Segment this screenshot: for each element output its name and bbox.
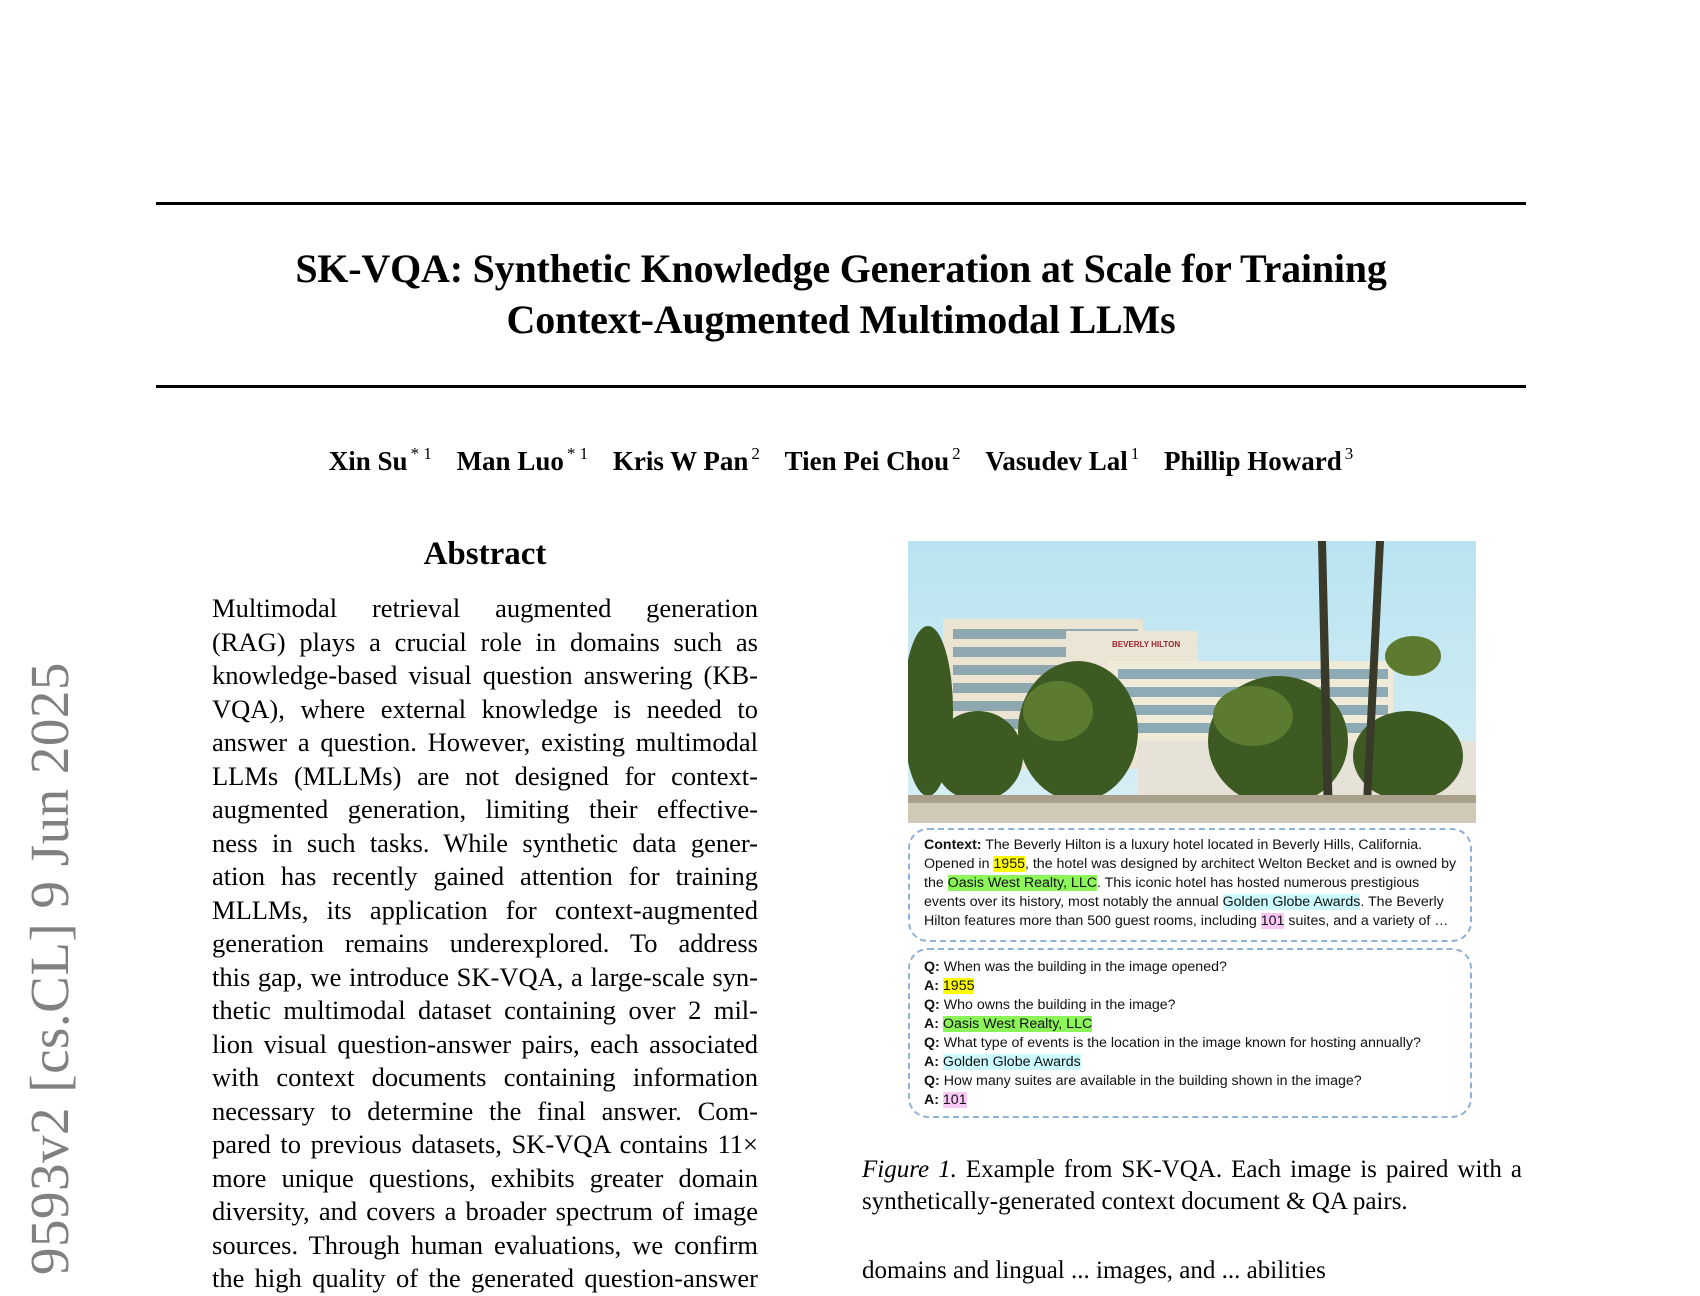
highlighted-entity: 1955 (993, 856, 1025, 872)
question-text: Who owns the building in the image? (939, 997, 1176, 1013)
figure-caption-text: Example from SK-VQA. Each image is paired with a synthetically-generated context document & QA pairs. (862, 1156, 1522, 1215)
abstract-line: MLLMs, its application for context-augmented (212, 894, 758, 925)
beverly-hilton-image (908, 541, 1476, 823)
question-line (924, 996, 1458, 1015)
author (613, 446, 760, 476)
question-line (924, 1072, 1458, 1091)
author (985, 446, 1139, 476)
abstract-line: sources. Through human evaluations, we confirm (212, 1229, 758, 1260)
title-line-2: Context-Augmented Multimodal LLMs (506, 297, 1176, 342)
svg-text:BEVERLY HILTON: BEVERLY HILTON (1112, 640, 1181, 649)
abstract-line: pared to previous datasets, SK-VQA contains 11× (212, 1129, 758, 1159)
abstract-line: diversity, and covers a broader spectrum of image (212, 1196, 758, 1226)
author (785, 446, 961, 476)
abstract-line: with context documents containing information (212, 1062, 758, 1092)
author (329, 446, 432, 476)
author (1164, 446, 1353, 476)
figure-caption (862, 1154, 1522, 1218)
question-label: Q: (924, 959, 940, 975)
abstract-line: LLMs (MLLMs) are not designed for context- (212, 760, 758, 791)
title-line-1: SK-VQA: Synthetic Knowledge Generation at Scale for Training (295, 246, 1387, 291)
abstract-line: generation remains underexplored. To address (212, 928, 758, 958)
highlighted-entity: Golden Globe Awards (1222, 894, 1361, 910)
answer-line (924, 1091, 1458, 1110)
abstract-body (212, 592, 758, 1296)
highlighted-entity: Oasis West Realty, LLC (947, 875, 1097, 891)
title-bottom-rule (156, 385, 1526, 388)
abstract-line: ation has recently gained attention for training (212, 861, 758, 891)
context-text: , the hotel was designed by architect Welton Becket and is owned by the (924, 856, 1457, 891)
context-text: suites, and a variety of … (1284, 913, 1449, 929)
context-box (908, 828, 1472, 942)
question-label: Q: (924, 997, 940, 1013)
answer-text: Oasis West Realty, LLC (942, 1016, 1093, 1032)
answer-text: Golden Globe Awards (942, 1054, 1081, 1070)
answer-text: 1955 (942, 978, 975, 994)
question-text: When was the building in the image opened? (939, 959, 1227, 975)
answer-label: A: (924, 1092, 943, 1108)
question-line (924, 958, 1458, 977)
abstract-line: ness in such tasks. While synthetic data gener- (212, 827, 758, 858)
abstract-line: more unique questions, exhibits greater domain (212, 1162, 758, 1193)
abstract-line: Multimodal retrieval augmented generation (212, 593, 758, 623)
author-affiliation: 2 (952, 444, 961, 463)
abstract-line: the high quality of the generated question-answer (212, 1263, 758, 1293)
abstract-line: lion visual question-answer pairs, each associated (212, 1028, 758, 1059)
author-name: Vasudev Lal (985, 446, 1128, 476)
abstract-line: (RAG) plays a crucial role in domains such as (212, 626, 758, 657)
answer-text: 101 (942, 1092, 967, 1108)
author-affiliation: * 1 (410, 444, 432, 463)
author (457, 446, 589, 476)
author-name: Man Luo (456, 446, 564, 476)
right-column-partial-line: domains and lingual ... images, and ... abilities (862, 1257, 1326, 1284)
answer-label: A: (924, 1016, 943, 1032)
highlighted-entity: 101 (1260, 913, 1285, 929)
author-affiliation: 1 (1130, 444, 1140, 463)
question-text: What type of events is the location in the image known for hosting annually? (939, 1035, 1421, 1051)
context-text: . The Beverly Hilton features more than 500 guest rooms, including (924, 894, 1444, 929)
abstract-line: knowledge-based visual question answering (KB- (212, 660, 758, 690)
context-label: Context: (924, 837, 982, 853)
author-name: Kris W Pan (612, 446, 749, 476)
abstract-line: necessary to determine the final answer. Com- (212, 1095, 758, 1126)
abstract-line: answer a question. However, existing multimodal (212, 727, 758, 757)
author-affiliation: 2 (751, 444, 760, 463)
answer-line (924, 1015, 1458, 1034)
abstract-line: augmented generation, limiting their effective- (212, 794, 758, 824)
author-name: Phillip Howard (1163, 446, 1342, 476)
title-top-rule (156, 202, 1526, 205)
author-affiliation: 3 (1344, 444, 1354, 463)
figure-label: Figure 1. (862, 1156, 957, 1183)
paper-title (156, 243, 1526, 345)
question-label: Q: (924, 1035, 940, 1051)
answer-label: A: (924, 978, 943, 994)
answer-label: A: (924, 1054, 943, 1070)
context-text: The Beverly Hilton is a luxury hotel located in Beverly Hills, California. Opened in (924, 837, 1423, 872)
abstract-line: thetic multimodal dataset containing over 2 mil- (212, 995, 758, 1025)
author-name: Tien Pei Chou (784, 446, 950, 476)
question-text: How many suites are available in the building shown in the image? (939, 1073, 1362, 1089)
author-list (156, 444, 1526, 477)
abstract-line: this gap, we introduce SK-VQA, a large-scale syn- (212, 961, 758, 992)
author-affiliation: * 1 (566, 444, 589, 463)
arxiv-watermark: 9593v2 [cs.CL] 9 Jun 2025 (19, 662, 80, 1275)
context-text: . This iconic hotel has hosted numerous prestigious events over its history, most notably the annual (924, 875, 1420, 910)
abstract-heading: Abstract (423, 536, 547, 572)
question-line (924, 1034, 1458, 1053)
qa-box (908, 948, 1472, 1118)
abstract-line: VQA), where external knowledge is needed to (212, 693, 758, 724)
answer-line (924, 1053, 1458, 1072)
author-name: Xin Su (328, 446, 408, 476)
hotel-photo (908, 541, 1476, 823)
question-label: Q: (924, 1073, 940, 1089)
answer-line (924, 977, 1458, 996)
